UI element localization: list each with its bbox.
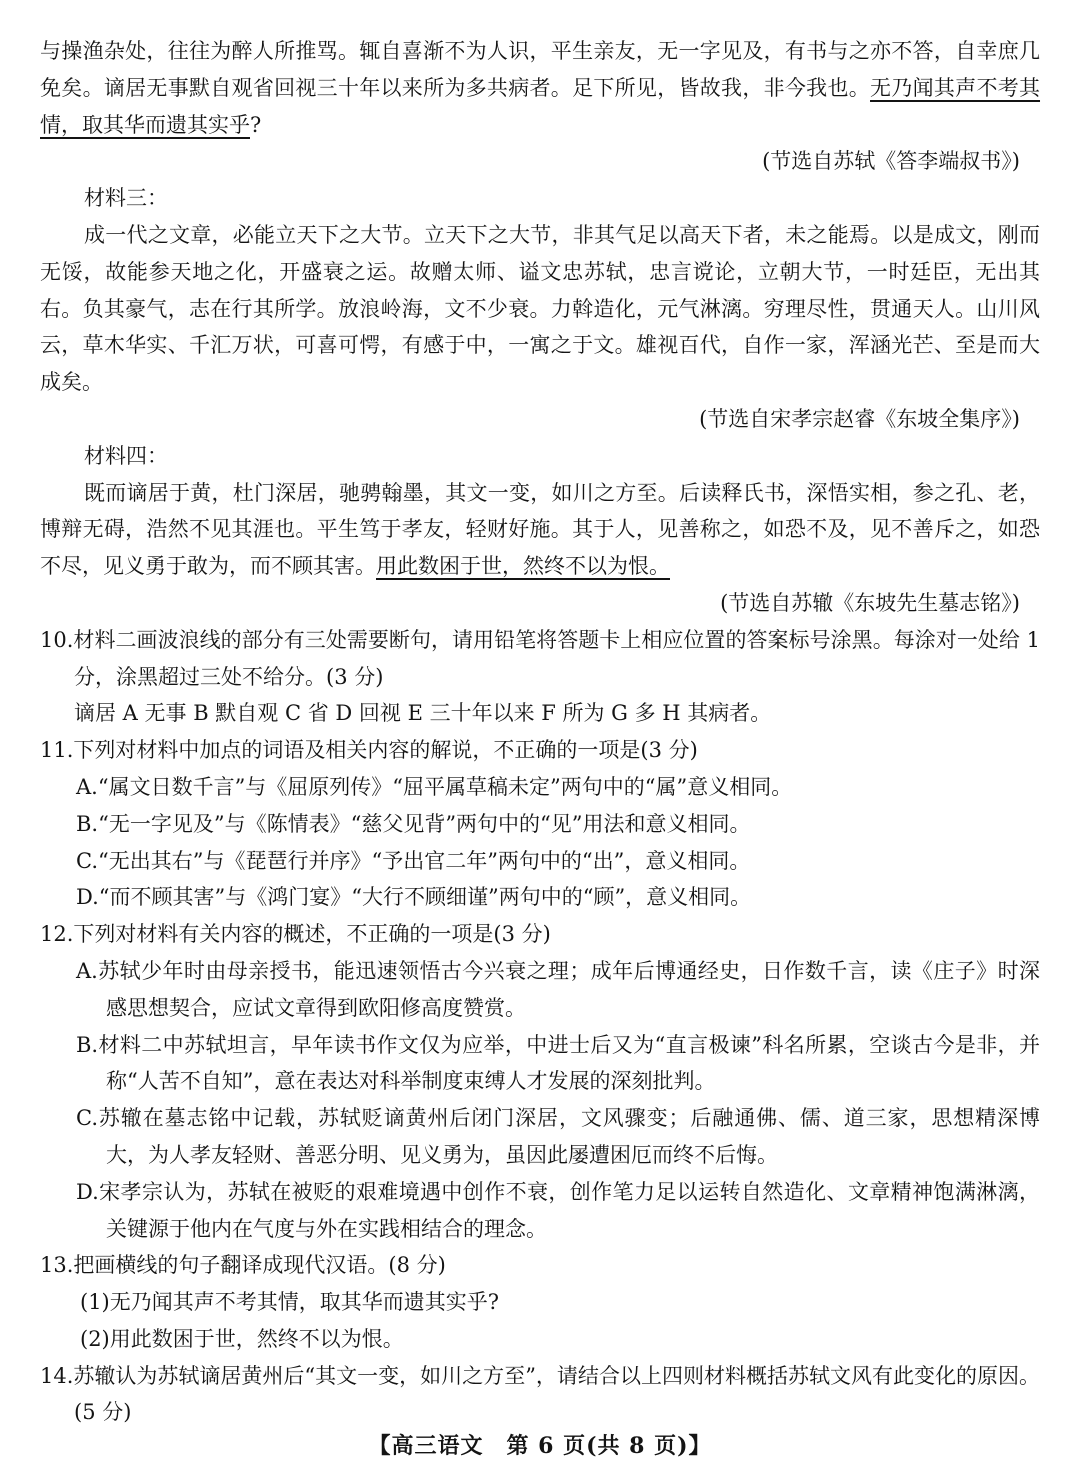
material-4-text: 既而谪居于黄，杜门深居，驰骋翰墨，其文一变，如川之方至。后读释氏书，深悟实相，参之孔、老，博辩无碍，浩然不见其涯也。平生笃于孝友，轻财好施。其于人，见善称之，如恐不及，见不善斥之，如恐不尽，见义勇于敢为，而不顾其害。 [40,480,1040,579]
question-14-stem: 14.苏辙认为苏轼谪居黄州后“其文一变，如川之方至”，请结合以上四则材料概括苏轼文风有此变化的原因。(5 分) [40,1363,1040,1425]
material-3-text: 成一代之文章，必能立天下之大节。立天下之大节，非其气足以高天下者，未之能焉。以是成文，刚而无馁，故能参天地之化，开盛衰之运。故赠太师、谥文忠苏轼，忠言谠论，立朝大节，一时廷臣，无出其右。负其豪气，志在行其所学。放浪岭海，文不少衰。力斡造化，元气淋漓。穷理尽性，贯通天人。山川风云，草木华实、千汇万状，可喜可愕，有感于中，一寓之于文。雄视百代，自作一家，浑涵光芒、至是而大成矣。 [40,222,1040,395]
material-4-label: 材料四： [84,443,168,468]
question-11-option-a: A.“属文日数千言”与《屈原列传》“屈平属草稿未定”两句中的“属”意义相同。 [76,774,793,799]
material-2-source: (节选自苏轼《答李端叔书》) [762,149,1020,174]
question-11-option-d: D.“而不顾其害”与《鸿门宴》“大行不顾细谨”两句中的“顾”，意义相同。 [76,885,752,910]
page-footer: 【高三语文 第 6 页(共 8 页)】 [368,1433,712,1459]
question-13-stem: 13.把画横线的句子翻译成现代汉语。(8 分) [40,1253,446,1278]
material-3-source: (节选自宋孝宗赵睿《东坡全集序》) [699,406,1020,431]
question-11-option-c: C.“无出其右”与《琵琶行并序》“予出官二年”两句中的“出”，意义相同。 [76,848,751,873]
material-2-end-mark: ? [250,112,262,137]
question-12-option-c: C.苏辙在墓志铭中记载，苏轼贬谪黄州后闭门深居，文风骤变；后融通佛、儒、道三家，思想精深博大，为人孝友轻财、善恶分明、见义勇为，虽因此屡遭困厄而终不后悔。 [76,1106,1040,1167]
question-12-option-a: A.苏轼少年时由母亲授书，能迅速领悟古今兴衰之理；成年后博通经史，日作数千言，读《庄子》时深感思想契合，应试文章得到欧阳修高度赞赏。 [76,958,1040,1020]
question-12-option-b: B.材料二中苏轼坦言，早年读书作文仅为应举，中进士后又为“直言极谏”科名所累，空谈古今是非，并称“人苦不自知”，意在表达对科举制度束缚人才发展的深刻批判。 [76,1032,1040,1094]
question-11-option-b: B.“无一字见及”与《陈情表》“慈父见背”两句中的“见”用法和意义相同。 [76,811,751,836]
question-13-item-1: (1)无乃闻其声不考其情，取其华而遗其实乎? [80,1290,500,1315]
material-4-paragraph [40,475,1040,585]
material-3-label: 材料三： [84,186,168,211]
question-13-item-2: (2)用此数困于世，然终不以为恨。 [80,1326,404,1351]
material-4-underlined-sentence: 用此数困于世，然终不以为恨。 [376,554,670,579]
material-4-source: (节选自苏辙《东坡先生墓志铭》) [720,590,1020,615]
question-10-sentence: 谪居 A 无事 B 默自观 C 省 D 回视 E 三十年以来 F 所为 G 多 H 其病者。 [74,701,772,726]
question-10-stem: 10.材料二画波浪线的部分有三处需要断句，请用铅笔将答题卡上相应位置的答案标号涂黑。每涂对一处给 1 分，涂黑超过三处不给分。(3 分) [40,627,1040,689]
material-2-text: 与操渔杂处，往往为醉人所推骂。辄自喜渐不为人识，平生亲友，无一字见及，有书与之亦不答，自幸庶几免矣。谪居无事默自观省回视三十年以来所为多共病者。足下所见，皆故我，非今我也。 [40,39,1040,100]
material-2-paragraph [40,33,1040,143]
page-content [40,33,1040,1431]
material-2-underlined-sentence: 无乃闻其声不考其情，取其华而遗其实乎 [40,75,1041,137]
question-11-stem: 11.下列对材料中加点的词语及相关内容的解说，不正确的一项是(3 分) [40,738,698,763]
question-12-stem: 12.下列对材料有关内容的概述，不正确的一项是(3 分) [40,922,551,947]
question-12-option-d: D.宋孝宗认为，苏轼在被贬的艰难境遇中创作不衰，创作笔力足以运转自然造化、文章精神饱满淋漓，关键源于他内在气度与外在实践相结合的理念。 [76,1179,1040,1241]
